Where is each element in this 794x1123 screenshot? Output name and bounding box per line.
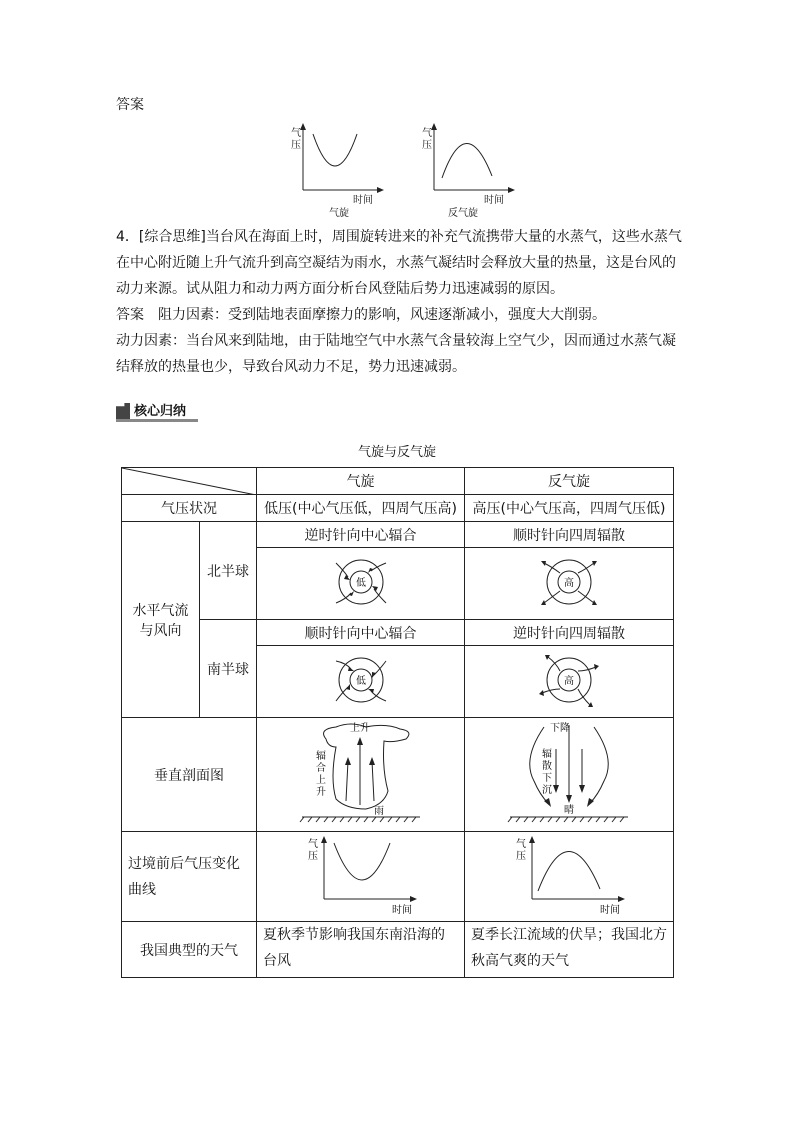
- curve-label: 曲线: [128, 881, 156, 898]
- graph-ylabel: 压: [291, 140, 301, 151]
- question-line: 在中心附近随上升气流升到高空凝结为雨水，水蒸气凝结时会释放大量的热量，这是台风的: [116, 255, 676, 271]
- curve-ylabel: 压: [516, 850, 526, 862]
- corner-cell: [122, 468, 257, 495]
- section-title: 核心归纳: [134, 404, 187, 419]
- low-center-label: 低: [355, 675, 366, 687]
- table-title: 气旋与反气旋: [357, 445, 436, 460]
- anticyclone-pressure-curve: [504, 833, 634, 917]
- side-label: 辐: [542, 748, 552, 760]
- cw-convergence-diagram: [326, 647, 396, 713]
- cyclone-pressure-graph: [285, 120, 385, 219]
- weather-line: 夏季长江流域的伏旱；我国北方: [471, 927, 667, 943]
- sinking-air-diagram: [504, 719, 634, 827]
- high-center-label: 高: [564, 577, 574, 589]
- section-header: [116, 403, 198, 423]
- weather-anticyclone: [465, 922, 674, 978]
- curve-xlabel: 时间: [600, 904, 620, 916]
- curve-label-cell: [122, 832, 257, 922]
- side-label: 下: [542, 772, 552, 784]
- south-anticyclone-diagram: [465, 646, 674, 718]
- weather-label: 我国典型的天气: [122, 922, 257, 978]
- clear-label: 晴: [564, 804, 574, 816]
- side-label: 升: [315, 786, 326, 798]
- north-anticyclone-diagram: [465, 548, 674, 620]
- curve-xlabel: 时间: [391, 904, 412, 916]
- question-line: 4．[综合思维]当台风在海面上时，周围旋转进来的补充气流携带大量的水蒸气，这些水蒸气: [116, 229, 682, 245]
- pressure-cyclone: 低压(中心气压低，四周气压高): [257, 495, 465, 522]
- anticyclone-vertical-diagram: [465, 718, 674, 832]
- rising-air-cloud-diagram: [296, 719, 426, 827]
- cw-divergence-diagram: [534, 549, 604, 615]
- curve-ylabel: 气: [516, 838, 526, 850]
- answer-line: 动力因素：当台风来到陆地，由于陆地空气中水蒸气含量较海上空气少，因而通过水蒸气凝: [116, 333, 676, 349]
- graph-caption: 反气旋: [448, 208, 478, 219]
- graph-caption: 气旋: [329, 208, 349, 219]
- rain-label: 雨: [373, 805, 384, 817]
- flow-label: 水平气流: [132, 602, 189, 619]
- cyclone-anticyclone-table: [121, 467, 674, 978]
- side-label: 辐: [315, 750, 326, 762]
- question-4: [116, 224, 686, 380]
- up-label: 上升: [349, 722, 370, 734]
- pressure-anticyclone: 高压(中心气压高，四周气压低): [465, 495, 674, 522]
- question-line: 动力来源。试从阻力和动力两方面分析台风登陆后势力迅速减弱的原因。: [116, 281, 564, 297]
- diagonal-line: [122, 468, 256, 495]
- ccw-convergence-diagram: [326, 549, 396, 615]
- graph-xlabel: 时间: [353, 195, 373, 206]
- header-cyclone: 气旋: [257, 468, 465, 495]
- graph-xlabel: 时间: [484, 195, 504, 206]
- north-cyclone-text: 逆时针向中心辐合: [257, 522, 465, 548]
- low-center-label: 低: [355, 577, 366, 589]
- cyclone-curve-cell: [257, 832, 465, 922]
- cyclone-vertical-diagram: [257, 718, 465, 832]
- graph-ylabel: 气: [291, 128, 301, 139]
- side-label: 上: [315, 774, 326, 786]
- section-marker-icon: [116, 403, 130, 419]
- curve-ylabel: 气: [307, 838, 318, 850]
- south-label: 南半球: [200, 620, 257, 718]
- south-cyclone-diagram: [257, 646, 465, 718]
- side-label: 散: [542, 760, 552, 772]
- south-cyclone-text: 顺时针向中心辐合: [257, 620, 465, 646]
- answer-line: 答案 阻力因素：受到陆地表面摩擦力的影响，风速逐渐减小，强度大大削弱。: [116, 307, 606, 323]
- north-label: 北半球: [200, 522, 257, 620]
- pressure-label: 气压状况: [122, 495, 257, 522]
- header-anticyclone: 反气旋: [465, 468, 674, 495]
- flow-label: 与风向: [139, 622, 182, 639]
- ccw-divergence-diagram: [534, 647, 604, 713]
- flow-label-cell: [122, 522, 200, 718]
- north-anticyclone-text: 顺时针向四周辐散: [465, 522, 674, 548]
- weather-line: 秋高气爽的天气: [471, 953, 569, 969]
- vertical-label: 垂直剖面图: [122, 718, 257, 832]
- down-label: 下降: [550, 722, 570, 734]
- cyclone-pressure-curve: [296, 833, 426, 917]
- high-center-label: 高: [564, 675, 574, 687]
- weather-cyclone: [257, 922, 465, 978]
- south-anticyclone-text: 逆时针向四周辐散: [465, 620, 674, 646]
- weather-line: 夏秋季节影响我国东南沿海的: [263, 927, 445, 943]
- graph-ylabel: 压: [422, 140, 432, 151]
- curve-label: 过境前后气压变化: [128, 855, 240, 872]
- graph-ylabel: 气: [422, 128, 432, 139]
- side-label: 合: [315, 762, 326, 774]
- north-cyclone-diagram: [257, 548, 465, 620]
- weather-line: 台风: [263, 953, 291, 969]
- section-underline: [116, 419, 198, 422]
- answer-line: 结释放的热量也少，导致台风动力不足，势力迅速减弱。: [116, 359, 466, 375]
- anticyclone-pressure-graph: [416, 120, 516, 219]
- anticyclone-curve-cell: [465, 832, 674, 922]
- side-label: 沉: [542, 784, 552, 796]
- curve-ylabel: 压: [307, 850, 318, 862]
- answer-label: 答案: [116, 97, 144, 113]
